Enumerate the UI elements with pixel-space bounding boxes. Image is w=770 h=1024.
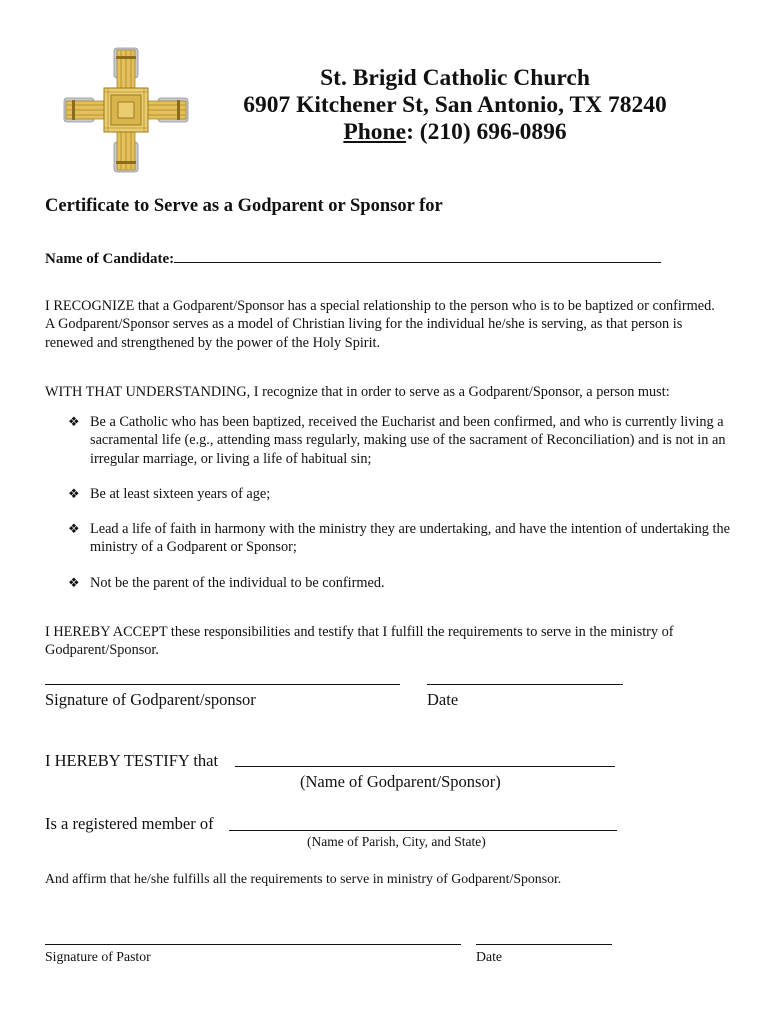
godparent-date-line[interactable] — [427, 684, 623, 685]
accept-paragraph: I HEREBY ACCEPT these responsibilities and testify that I fulfill the requirements to serve in the ministry of Godparent/Sponsor. — [45, 624, 674, 659]
candidate-name-field[interactable] — [174, 248, 661, 263]
diamond-bullet-icon: ❖ — [68, 486, 80, 501]
requirement-text: Be at least sixteen years of age; — [90, 486, 271, 502]
godparent-name-caption: (Name of Godparent/Sponsor) — [300, 772, 501, 791]
parish-field[interactable] — [229, 830, 617, 831]
godparent-signature-line[interactable] — [45, 684, 400, 685]
requirement-text: Not be the parent of the individual to be confirmed. — [90, 575, 385, 591]
requirement-text: Lead a life of faith in harmony with the ministry they are undertaking, and have the intention of undertaking the ministry of a Godparent or Sponsor; — [90, 521, 730, 556]
certificate-title: Certificate to Serve as a Godparent or Sponsor for — [45, 196, 443, 216]
member-label: Is a registered member of — [45, 814, 214, 833]
candidate-row — [45, 248, 661, 268]
st-brigid-cross-icon — [62, 46, 190, 174]
diamond-bullet-icon: ❖ — [68, 575, 80, 590]
testify-label: I HEREBY TESTIFY that — [45, 751, 219, 770]
godparent-name-field[interactable] — [235, 766, 615, 767]
requirement-item — [68, 520, 750, 557]
pastor-signature-label: Signature of Pastor — [45, 949, 151, 964]
recognize-paragraph: I RECOGNIZE that a Godparent/Sponsor has a special relationship to the person who is to be baptized or confirmed. A Godparent/Sponsor serves as a model of Christian living for the individual he/she is serving, as that person is renewed and strengthened by the power of the Holy Spirit. — [45, 298, 715, 351]
requirement-item — [68, 413, 750, 468]
parish-caption: (Name of Parish, City, and State) — [307, 834, 486, 849]
pastor-date-label: Date — [476, 949, 503, 964]
diamond-bullet-icon: ❖ — [68, 521, 80, 536]
diamond-bullet-icon: ❖ — [68, 414, 80, 429]
requirement-text: Be a Catholic who has been baptized, received the Eucharist and been confirmed, and who is currently living a sacramental life (e.g., attending mass regularly, making use of the sacrament of Reconciliation) and is not in an irregular marriage, or living a life of habitual sin; — [90, 414, 726, 467]
church-name: St. Brigid Catholic Church — [320, 65, 590, 91]
phone-number: : (210) 696-0896 — [406, 119, 567, 145]
phone-label: Phone — [343, 119, 407, 145]
candidate-label: Name of Candidate: — [45, 251, 175, 267]
affirm-paragraph: And affirm that he/she fulfills all the requirements to serve in ministry of Godparent/Sponsor. — [45, 871, 562, 886]
requirement-item — [68, 574, 750, 592]
godparent-signature-label: Signature of Godparent/sponsor — [45, 690, 256, 709]
godparent-date-label: Date — [427, 690, 459, 709]
pastor-date-line[interactable] — [476, 944, 612, 945]
church-address: 6907 Kitchener St, San Antonio, TX 78240 — [243, 92, 667, 118]
church-phone — [195, 119, 715, 146]
requirement-item — [68, 485, 750, 503]
pastor-signature-line[interactable] — [45, 944, 461, 945]
understanding-paragraph: WITH THAT UNDERSTANDING, I recognize that in order to serve as a Godparent/Sponsor, a person must: — [45, 384, 670, 400]
